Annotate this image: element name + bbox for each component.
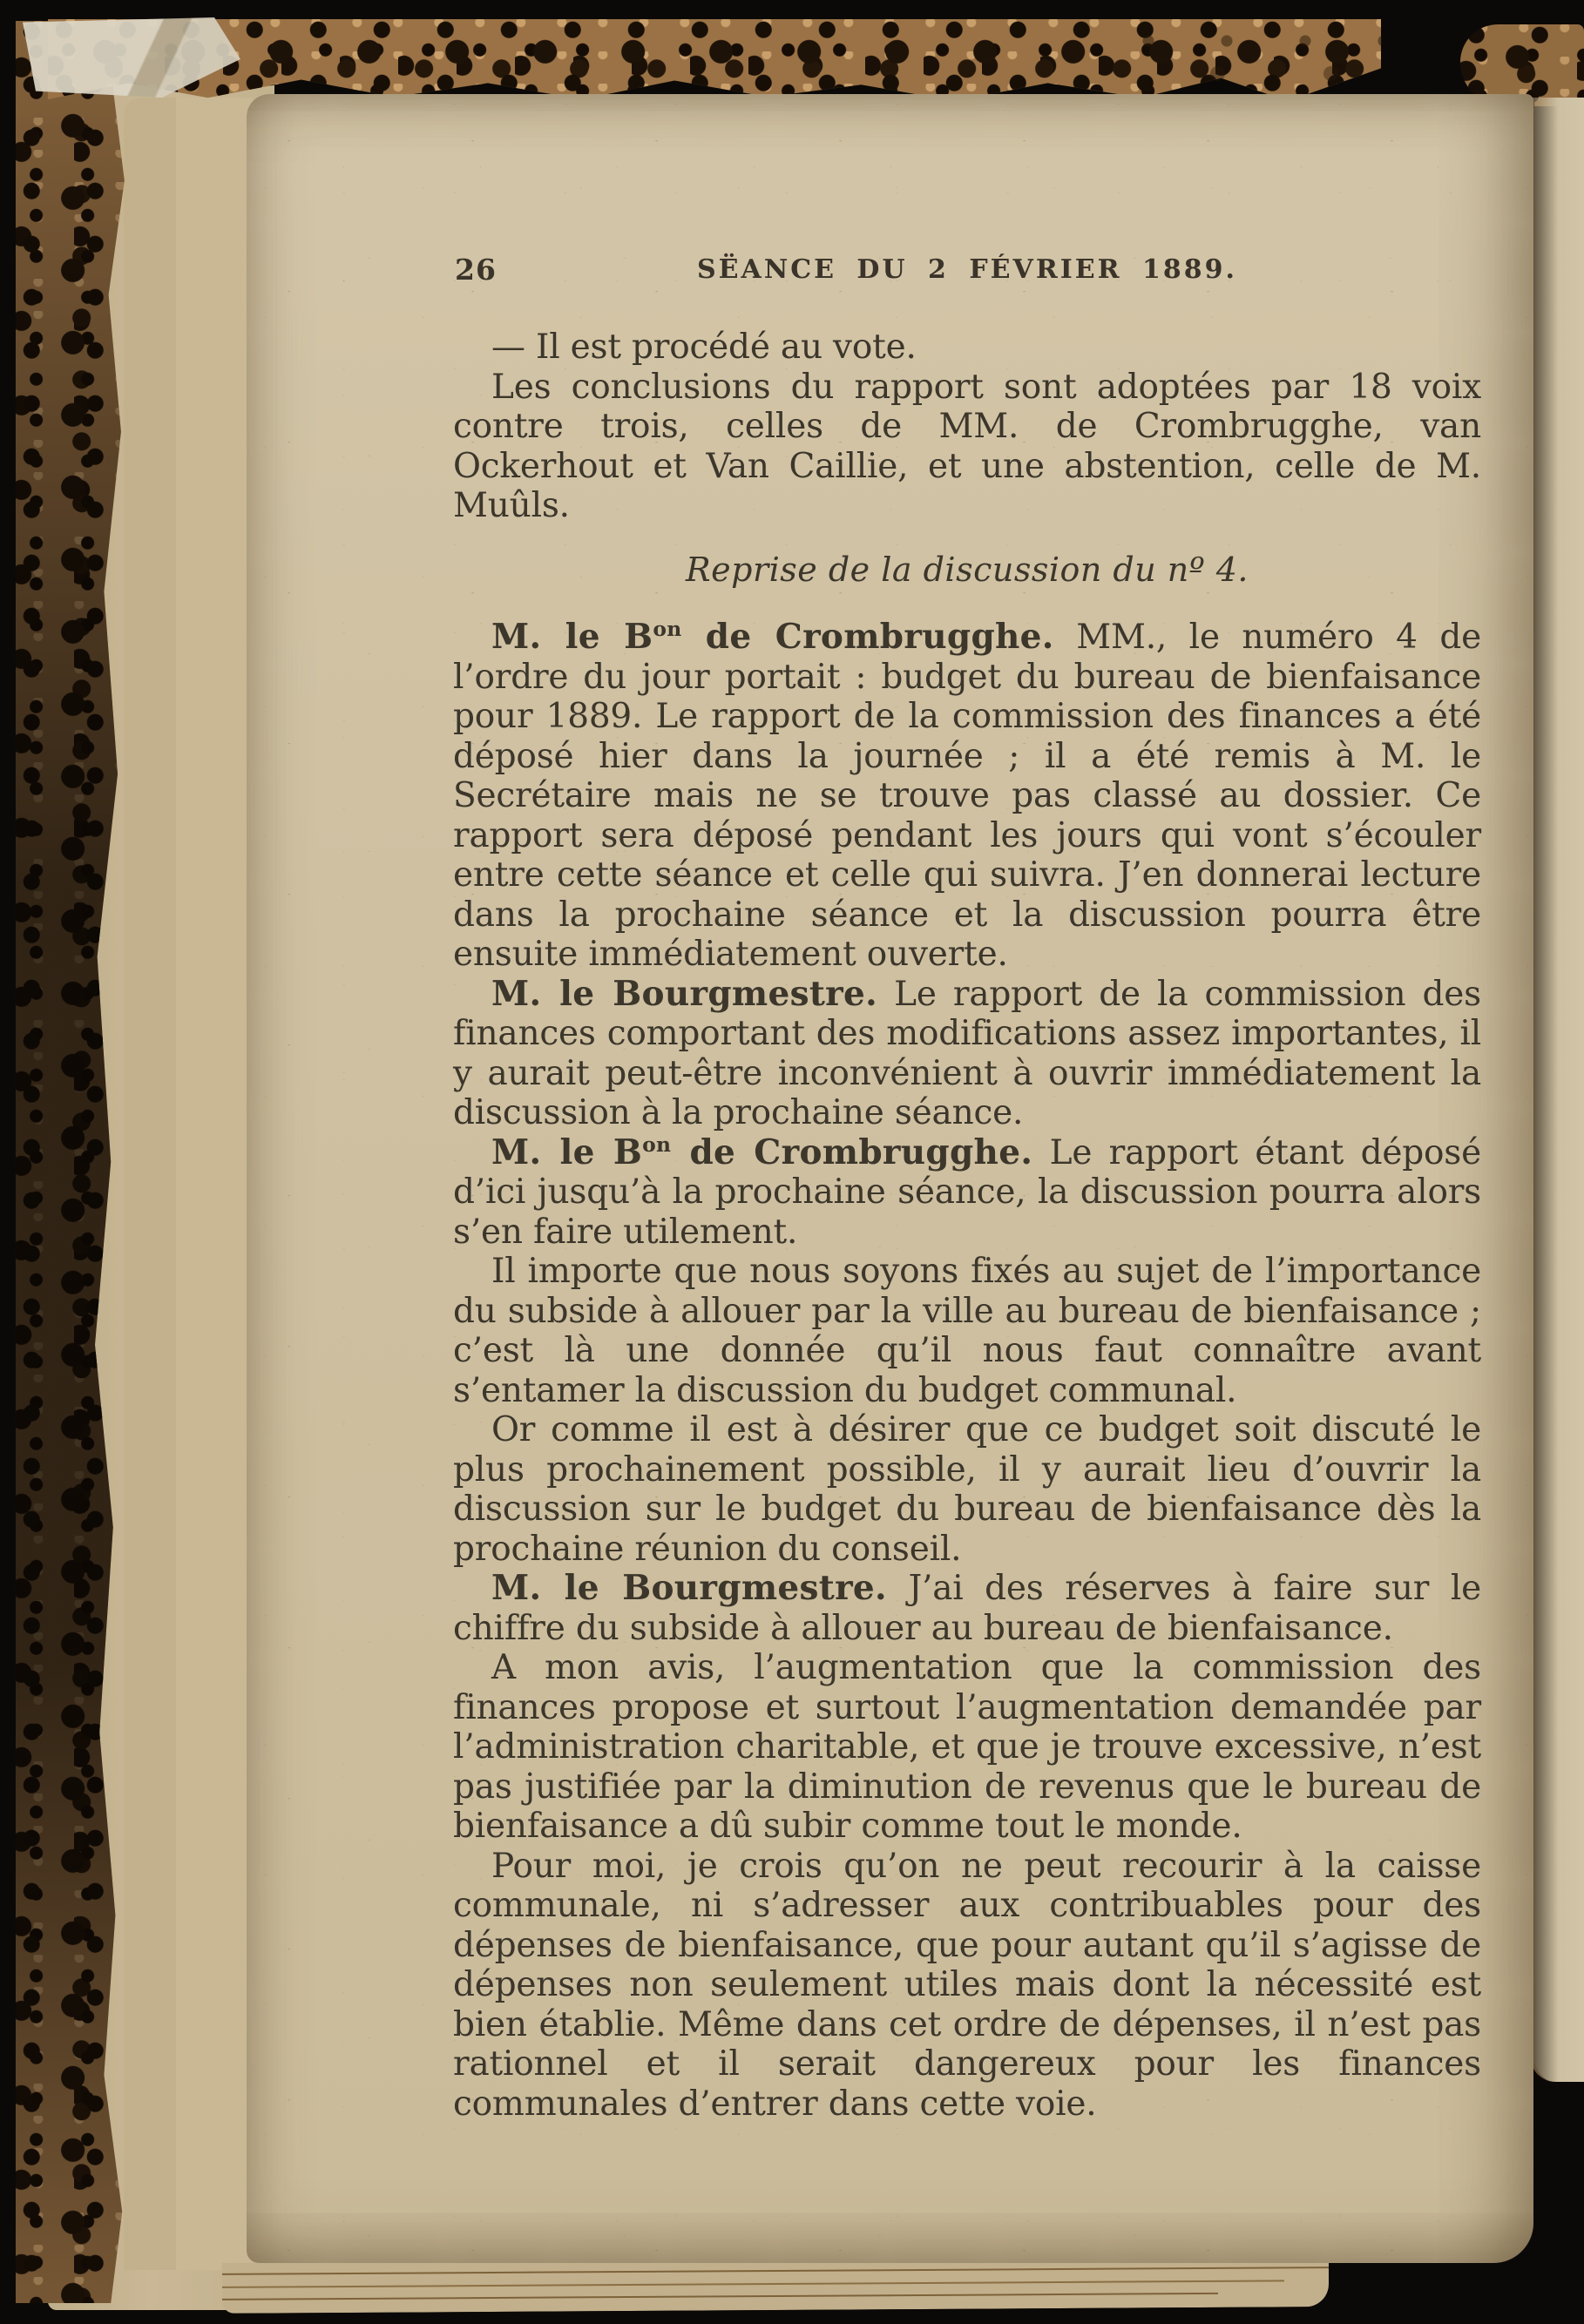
book-page <box>247 94 1533 2263</box>
book-cover-worn-leather <box>1133 23 1382 99</box>
speaker-name <box>491 974 877 1014</box>
page-number: 26 <box>455 253 497 287</box>
text-block <box>453 328 1481 2124</box>
speaker-text: M. le B <box>491 617 653 657</box>
paragraph-text: Le rapport de la commission des finances comportant des modifications assez importantes, il y aurait peut-être inconvénient à ouvrir immédiatement la discussion à la prochaine séance. <box>453 974 1481 1132</box>
speaker-text: M. le B <box>491 1132 643 1172</box>
adjacent-page-gutter <box>1531 98 1584 2082</box>
paragraph-text: J’ai des réserves à faire sur le chiffre du subside à allouer au bureau de bienfaisance. <box>453 1569 1481 1648</box>
paragraph <box>453 1410 1481 1569</box>
speaker-name <box>491 1132 1032 1172</box>
paragraph-text: A mon avis, l’augmentation que la commission des finances propose et surtout l’augmentation demandée par l’administration charitable, et que je trouve excessive, n’est pas justifiée par la diminution de revenus que le bureau de bienfaisance a dû subir comme tout le monde. <box>453 1648 1481 1846</box>
paragraph-text: — Il est procédé au vote. <box>491 328 917 367</box>
speaker-superscript: on <box>653 617 682 641</box>
section-heading <box>453 551 1481 591</box>
paragraph <box>453 368 1481 526</box>
paragraph <box>453 328 1481 368</box>
speaker-text: de Crombrugghe. <box>671 1132 1033 1172</box>
paragraph <box>453 1569 1481 1648</box>
speaker-text: M. le Bourgmestre. <box>491 1568 887 1608</box>
paragraph-text: Or comme il est à désirer que ce budget soit discuté le plus prochainement possible, il y aurait lieu d’ouvrir la discussion sur le budget du bureau de bienfaisance dès la prochaine réunion du conseil. <box>453 1410 1481 1569</box>
page-edge-stack-bottom <box>222 2256 1329 2314</box>
paragraph-text: MM., le numéro 4 de l’ordre du jour portait : budget du bureau de bienfaisance pour 1889. Le rapport de la commission des finances a été déposé hier dans la journée ; il a été remis à M. le Secrétaire mais ne se trouve pas classé au dossier. Ce rapport sera déposé pendant les jours qui vont s’écouler entre cette séance et celle qui suivra. J’en donnerai lecture dans la prochaine séance et la discussion pourra être ensuite immédiatement ouverte. <box>453 618 1482 974</box>
paragraph <box>453 1648 1481 1847</box>
speaker-name <box>491 1568 887 1608</box>
speaker-text: de Crombrugghe. <box>681 617 1054 657</box>
paragraph <box>453 618 1481 975</box>
speaker-name <box>491 617 1054 657</box>
paragraph-text: Le rapport étant déposé d’ici jusqu’à la prochaine séance, la discussion pourra alors s’en faire utilement. <box>453 1132 1481 1252</box>
page-header <box>453 253 1481 293</box>
paragraph-text: Il importe que nous soyons fixés au sujet de l’importance du subside à allouer par la ville au bureau de bienfaisance ; c’est là une donnée qu’il nous faut connaître avant s’entamer la discussion du budget communal. <box>453 1252 1481 1410</box>
paragraph-text: Pour moi, je crois qu’on ne peut recourir à la caisse communale, ni s’adresser aux contribuables pour des dépenses de bienfaisance, que pour autant qu’il s’agisse de dépenses non seulement utiles mais dont la nécessité est bien établie. Même dans cet ordre de dépenses, il n’est pas rationnel et il serait dangereux pour les finances communales d’entrer dans cette voie. <box>453 1846 1481 2124</box>
paragraph <box>453 1252 1481 1410</box>
heading-text: Reprise de la discussion du nº 4. <box>686 550 1249 589</box>
speaker-text: M. le Bourgmestre. <box>491 973 877 1014</box>
paragraph <box>453 975 1481 1133</box>
paragraph-text: Les conclusions du rapport sont adoptées par 18 voix contre trois, celles de MM. de Crombrugghe, van Ockerhout et Van Caillie, et une abstention, celle de M. Muûls. <box>453 367 1481 525</box>
page-edge-stack-left <box>124 98 253 2270</box>
running-title: SËANCE DU 2 FÉVRIER 1889. <box>697 254 1237 285</box>
paragraph <box>453 1133 1481 1253</box>
paragraph <box>453 1847 1481 2125</box>
speaker-superscript: on <box>642 1132 672 1157</box>
